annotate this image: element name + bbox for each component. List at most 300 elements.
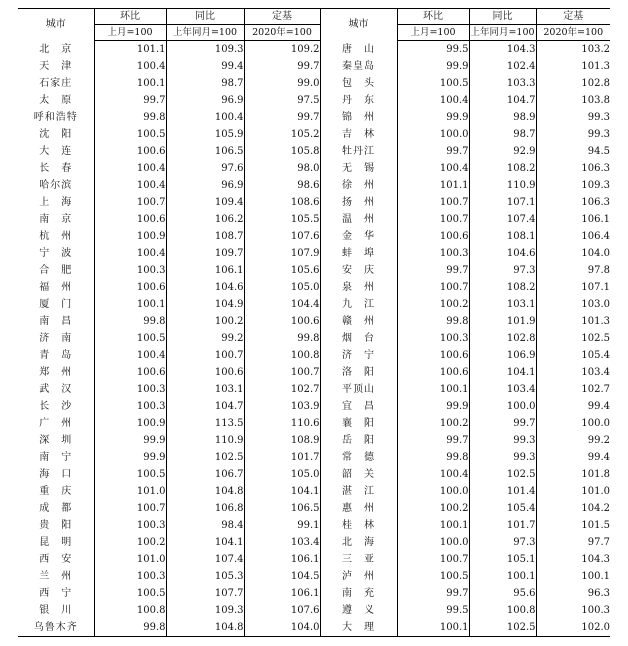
mom-value: 99.9 [397,58,469,75]
base-value: 96.3 [536,585,610,602]
base-value: 102.7 [244,381,320,398]
table-row [18,58,610,75]
base-value: 106.5 [244,500,320,517]
yoy-value: 99.2 [166,330,244,347]
mom-value: 100.5 [94,126,166,143]
yoy-value: 100.1 [469,568,536,585]
mom-value: 99.9 [397,398,469,415]
base-value: 100.7 [244,364,320,381]
city-name: 杭 州 [39,231,73,242]
city-name: 扬 州 [320,194,397,211]
base-value: 101.3 [536,313,610,330]
city-name: 北 海 [320,534,397,551]
base-value: 104.3 [536,551,610,568]
yoy-value: 99.7 [469,415,536,432]
yoy-value: 101.9 [469,313,536,330]
base-value: 106.1 [244,551,320,568]
mom-value: 100.7 [397,279,469,296]
yoy-value: 102.4 [469,58,536,75]
subheader-mom: 上月=100 [94,25,166,41]
base-value: 105.6 [244,262,320,279]
subheader-row [18,25,610,41]
mom-value: 99.9 [397,109,469,126]
table-row [18,619,610,637]
base-value: 107.9 [244,245,320,262]
city-name: 泸 州 [320,568,397,585]
mom-value: 100.7 [94,500,166,517]
table-row [18,381,610,398]
yoy-value: 110.9 [469,177,536,194]
table-row [18,92,610,109]
base-value: 101.7 [244,449,320,466]
mom-value: 100.6 [94,143,166,160]
yoy-value: 104.7 [166,398,244,415]
city-name: 乌鲁木齐 [18,619,94,637]
mom-value: 100.3 [397,245,469,262]
base-value: 108.9 [244,432,320,449]
city-name: 吉 林 [320,126,397,143]
mom-value: 100.3 [94,262,166,279]
mom-value: 100.5 [94,330,166,347]
base-value: 100.1 [536,568,610,585]
base-value: 98.0 [244,160,320,177]
mom-value: 100.6 [397,347,469,364]
table-row [18,568,610,585]
mom-value: 100.6 [94,211,166,228]
base-value: 107.1 [536,279,610,296]
city-name: 洛 阳 [320,364,397,381]
header-city: 城市 [18,9,94,41]
yoy-value: 108.2 [469,279,536,296]
mom-value: 100.6 [397,228,469,245]
mom-value: 100.9 [94,228,166,245]
city-name: 三 亚 [320,551,397,568]
city-name: 青 岛 [39,350,73,361]
yoy-value: 104.8 [166,483,244,500]
base-value: 106.3 [536,160,610,177]
header-base: 定基 [244,9,320,25]
mom-value: 99.8 [94,109,166,126]
base-value: 99.1 [244,517,320,534]
mom-value: 101.1 [94,41,166,59]
yoy-value: 106.8 [166,500,244,517]
mom-value: 100.1 [94,296,166,313]
base-value: 99.2 [536,432,610,449]
base-value: 100.8 [244,347,320,364]
mom-value: 100.6 [397,364,469,381]
mom-value: 100.4 [94,177,166,194]
city-name: 上 海 [39,197,73,208]
yoy-value: 106.2 [166,211,244,228]
yoy-value: 97.3 [469,534,536,551]
base-value: 102.7 [536,381,610,398]
base-value: 99.3 [536,109,610,126]
yoy-value: 108.1 [469,228,536,245]
base-value: 106.3 [536,194,610,211]
yoy-value: 108.2 [469,160,536,177]
base-value: 104.4 [244,296,320,313]
yoy-value: 104.8 [166,619,244,637]
mom-value: 99.5 [397,41,469,59]
city-name: 襄 阳 [320,415,397,432]
city-name: 长 春 [39,163,73,174]
base-value: 103.4 [244,534,320,551]
table-row [18,313,610,330]
base-value: 97.7 [536,534,610,551]
city-name: 合 肥 [39,265,73,276]
yoy-value: 104.3 [469,41,536,59]
mom-value: 100.9 [94,415,166,432]
city-name: 常 德 [320,449,397,466]
yoy-value: 106.7 [166,466,244,483]
city-name: 锦 州 [320,109,397,126]
mom-value: 99.8 [94,619,166,637]
mom-value: 100.2 [94,534,166,551]
mom-value: 100.7 [94,194,166,211]
yoy-value: 104.1 [166,534,244,551]
city-name: 兰 州 [39,571,73,582]
city-name: 秦皇岛 [320,58,397,75]
table-row [18,466,610,483]
city-name: 南 昌 [39,316,73,327]
yoy-value: 100.7 [166,347,244,364]
city-name: 北 京 [39,43,73,55]
yoy-value: 109.4 [166,194,244,211]
base-value: 101.5 [536,517,610,534]
mom-value: 100.7 [397,551,469,568]
mom-value: 100.2 [397,415,469,432]
yoy-value: 107.1 [469,194,536,211]
yoy-value: 98.4 [166,517,244,534]
table-row [18,534,610,551]
yoy-value: 96.9 [166,177,244,194]
yoy-value: 99.3 [469,432,536,449]
yoy-value: 104.1 [469,364,536,381]
city-name: 安 庆 [320,262,397,279]
base-value: 100.3 [536,602,610,619]
base-value: 102.8 [536,75,610,92]
yoy-value: 107.4 [166,551,244,568]
yoy-value: 107.7 [166,585,244,602]
city-name: 深 圳 [39,435,73,446]
mom-value: 100.4 [94,58,166,75]
subheader-base-right: 2020年=100 [536,25,610,41]
base-value: 104.0 [244,619,320,637]
yoy-value: 109.3 [166,41,244,59]
mom-value: 100.4 [397,92,469,109]
city-name: 成 都 [39,503,73,514]
header-city-right: 城市 [320,9,397,41]
table-row [18,262,610,279]
mom-value: 100.1 [94,75,166,92]
yoy-value: 105.9 [166,126,244,143]
table-row [18,126,610,143]
yoy-value: 108.7 [166,228,244,245]
yoy-value: 104.6 [469,245,536,262]
yoy-value: 110.9 [166,432,244,449]
mom-value: 99.7 [94,92,166,109]
mom-value: 99.8 [94,313,166,330]
mom-value: 100.2 [397,296,469,313]
subheader-yoy-right: 上年同月=100 [469,25,536,41]
base-value: 104.2 [536,500,610,517]
city-name: 无 锡 [320,160,397,177]
base-value: 106.1 [244,585,320,602]
city-name: 赣 州 [320,313,397,330]
mom-value: 100.7 [397,211,469,228]
table-row [18,415,610,432]
table-row [18,551,610,568]
subheader-base: 2020年=100 [244,25,320,41]
yoy-value: 103.1 [166,381,244,398]
base-value: 104.5 [244,568,320,585]
mom-value: 100.5 [397,568,469,585]
base-value: 107.6 [244,228,320,245]
base-value: 103.2 [536,41,610,59]
city-name: 湛 江 [320,483,397,500]
city-name: 九 江 [320,296,397,313]
table-row [18,109,610,126]
city-name: 牡丹江 [320,143,397,160]
city-name: 温 州 [320,211,397,228]
mom-value: 100.3 [94,381,166,398]
yoy-value: 98.7 [469,126,536,143]
table-row [18,177,610,194]
city-name: 昆 明 [39,537,73,548]
base-value: 99.4 [536,449,610,466]
yoy-value: 92.9 [469,143,536,160]
base-value: 99.3 [536,126,610,143]
city-name: 韶 关 [320,466,397,483]
base-value: 98.6 [244,177,320,194]
yoy-value: 102.5 [469,466,536,483]
city-name: 济 宁 [320,347,397,364]
table-row [18,483,610,500]
price-index-table [18,8,610,637]
mom-value: 100.3 [94,398,166,415]
yoy-value: 100.2 [166,313,244,330]
mom-value: 101.0 [94,483,166,500]
city-name: 太 原 [39,95,73,106]
city-name: 贵 阳 [39,520,73,531]
yoy-value: 106.1 [166,262,244,279]
city-name: 武 汉 [39,384,73,395]
base-value: 110.6 [244,415,320,432]
mom-value: 100.4 [94,245,166,262]
table-row [18,41,610,59]
table-row [18,364,610,381]
table-row [18,449,610,466]
mom-value: 99.5 [397,602,469,619]
table-row [18,296,610,313]
base-value: 99.4 [536,398,610,415]
city-name: 南 宁 [39,452,73,463]
city-name: 蚌 埠 [320,245,397,262]
mom-value: 99.9 [94,449,166,466]
table-row [18,330,610,347]
header-yoy-right: 同比 [469,9,536,25]
mom-value: 99.8 [397,449,469,466]
header-yoy: 同比 [166,9,244,25]
table-row [18,517,610,534]
mom-value: 100.0 [397,483,469,500]
table-row [18,602,610,619]
base-value: 108.6 [244,194,320,211]
mom-value: 99.7 [397,585,469,602]
city-name: 大 连 [39,146,73,157]
mom-value: 100.7 [397,194,469,211]
base-value: 105.8 [244,143,320,160]
base-value: 105.0 [244,466,320,483]
base-value: 106.1 [536,211,610,228]
city-name: 西 宁 [39,588,73,599]
table-row [18,432,610,449]
yoy-value: 105.3 [166,568,244,585]
subheader-yoy: 上年同月=100 [166,25,244,41]
city-name: 石家庄 [39,78,73,89]
yoy-value: 97.6 [166,160,244,177]
city-name: 长 沙 [39,401,73,412]
base-value: 100.6 [244,313,320,330]
base-value: 103.0 [536,296,610,313]
mom-value: 100.0 [397,534,469,551]
city-name: 岳 阳 [320,432,397,449]
mom-value: 100.8 [94,602,166,619]
yoy-value: 105.4 [469,500,536,517]
mom-value: 100.2 [397,500,469,517]
base-value: 97.8 [536,262,610,279]
mom-value: 100.5 [94,466,166,483]
base-value: 102.0 [536,619,610,637]
city-name: 济 南 [39,333,73,344]
header-row [18,9,610,25]
yoy-value: 109.7 [166,245,244,262]
base-value: 103.9 [244,398,320,415]
base-value: 104.0 [536,245,610,262]
yoy-value: 96.9 [166,92,244,109]
yoy-value: 98.7 [166,75,244,92]
header-base-right: 定基 [536,9,610,25]
yoy-value: 107.4 [469,211,536,228]
yoy-value: 100.0 [469,398,536,415]
city-name: 桂 林 [320,517,397,534]
base-value: 97.5 [244,92,320,109]
city-name: 金 华 [320,228,397,245]
table-row [18,194,610,211]
table-row [18,398,610,415]
yoy-value: 102.5 [469,619,536,637]
base-value: 107.6 [244,602,320,619]
city-name: 南 充 [320,585,397,602]
city-name: 大 理 [320,619,397,637]
yoy-value: 101.7 [469,517,536,534]
city-name: 呼和浩特 [33,112,78,123]
yoy-value: 105.1 [469,551,536,568]
yoy-value: 113.5 [166,415,244,432]
mom-value: 100.3 [94,517,166,534]
yoy-value: 103.1 [469,296,536,313]
table-row [18,279,610,296]
table-row [18,143,610,160]
city-name: 丹 东 [320,92,397,109]
table-row [18,160,610,177]
city-name: 遵 义 [320,602,397,619]
mom-value: 100.5 [397,75,469,92]
mom-value: 100.0 [397,126,469,143]
base-value: 99.7 [244,58,320,75]
mom-value: 99.7 [397,262,469,279]
table-row [18,75,610,92]
header-mom-right: 环比 [397,9,469,25]
mom-value: 100.4 [94,347,166,364]
yoy-value: 97.3 [469,262,536,279]
mom-value: 100.4 [94,160,166,177]
city-name: 西 安 [39,554,73,565]
yoy-value: 99.3 [469,449,536,466]
city-name: 天 津 [39,61,73,72]
table-row [18,228,610,245]
yoy-value: 109.3 [166,602,244,619]
yoy-value: 100.4 [166,109,244,126]
yoy-value: 104.6 [166,279,244,296]
city-name: 重 庆 [39,486,73,497]
base-value: 103.4 [536,364,610,381]
yoy-value: 104.7 [469,92,536,109]
yoy-value: 95.6 [469,585,536,602]
base-value: 103.8 [536,92,610,109]
yoy-value: 102.5 [166,449,244,466]
city-name: 徐 州 [320,177,397,194]
mom-value: 100.6 [94,279,166,296]
mom-value: 99.7 [397,143,469,160]
city-name: 厦 门 [39,299,73,310]
city-name: 福 州 [39,282,73,293]
mom-value: 100.3 [397,330,469,347]
base-value: 106.4 [536,228,610,245]
yoy-value: 101.4 [469,483,536,500]
city-name: 泉 州 [320,279,397,296]
base-value: 105.2 [244,126,320,143]
mom-value: 100.1 [397,517,469,534]
mom-value: 100.3 [94,568,166,585]
yoy-value: 98.9 [469,109,536,126]
city-name: 烟 台 [320,330,397,347]
base-value: 102.5 [536,330,610,347]
table-row [18,211,610,228]
city-name: 唐 山 [320,41,397,59]
yoy-value: 100.6 [166,364,244,381]
mom-value: 100.6 [94,364,166,381]
base-value: 104.1 [244,483,320,500]
city-name: 哈尔滨 [39,180,73,191]
city-name: 郑 州 [39,367,73,378]
city-name: 海 口 [39,469,73,480]
mom-value: 101.0 [94,551,166,568]
base-value: 105.5 [244,211,320,228]
yoy-value: 103.3 [469,75,536,92]
yoy-value: 104.9 [166,296,244,313]
base-value: 99.8 [244,330,320,347]
base-value: 105.4 [536,347,610,364]
mom-value: 100.4 [397,160,469,177]
base-value: 101.0 [536,483,610,500]
mom-value: 99.9 [94,432,166,449]
mom-value: 100.1 [397,381,469,398]
base-value: 101.8 [536,466,610,483]
city-name: 平顶山 [320,381,397,398]
base-value: 100.0 [536,415,610,432]
base-value: 101.3 [536,58,610,75]
